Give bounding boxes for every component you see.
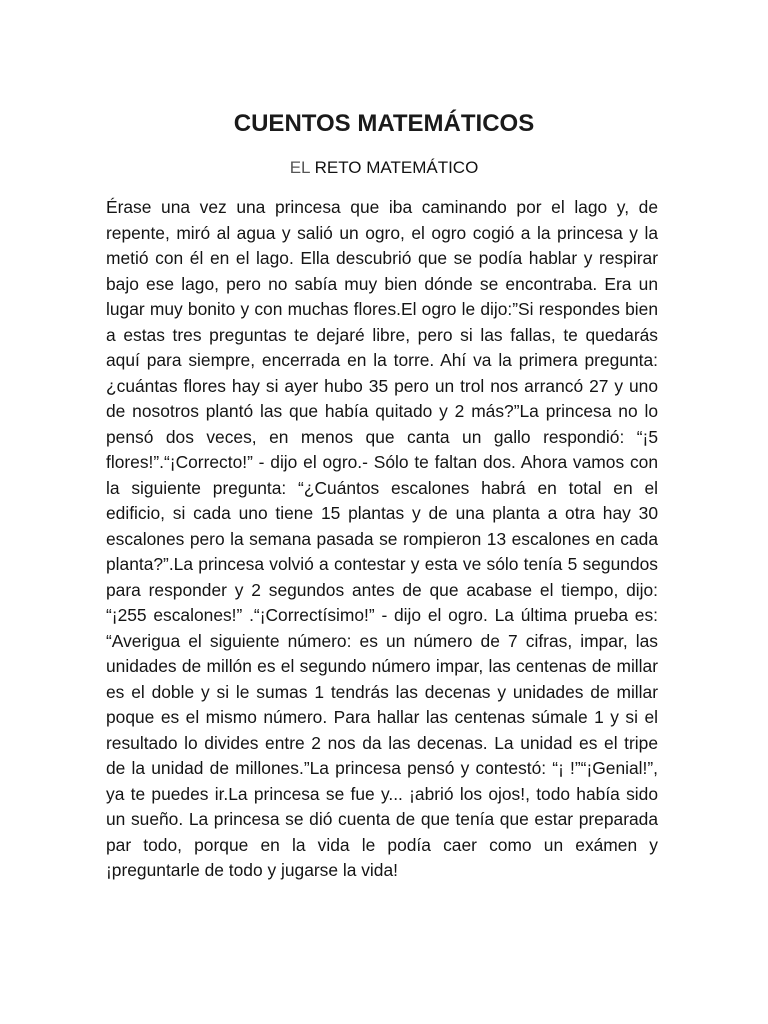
subtitle-prefix: EL xyxy=(289,158,310,177)
document-subtitle xyxy=(0,158,768,178)
document-title: CUENTOS MATEMÁTICOS xyxy=(233,110,535,137)
story-body: Érase una vez una princesa que iba caminando por el lago y, de repente, miró al agua y salió un ogro, el ogro cogió a la princesa y la metió con él en el lago. Ella descubrió que se podía hablar y respirar bajo ese lago, pero no sabía muy bien dónde se encontraba. Era un lugar muy bonito y con muchas flores.El ogro le dijo:”Si respondes bien a estas tres preguntas te dejaré libre, pero si las fallas, te quedarás aquí para siempre, encerrada en la torre. Ahí va la primera pregunta: ¿cuántas flores hay si ayer hubo 35 pero un trol nos arrancó 27 y uno de nosotros plantó las que había quitado y 2 más?”La princesa no lo pensó dos veces, en menos que canta un gallo respondió: “¡5 flores!”.“¡Correcto!” - dijo el ogro.- Sólo te faltan dos. Ahora vamos con la siguiente pregunta: “¿Cuántos escalones habrá en total en el edificio, si cada uno tiene 15 plantas y de una planta a otra hay 30 escalones pero la semana pasada se rompieron 13 escalones en cada planta?”.La princesa volvió a contestar y esta ve sólo tenía 5 segundos para responder y 2 segundos antes de que acabase el tiempo, dijo: “¡255 escalones!” .“¡Correctísimo!” - dijo el ogro. La última prueba es: “Averigua el siguiente número: es un número de 7 cifras, impar, las unidades de millón es el segundo número impar, las centenas de millar es el doble y si le sumas 1 tendrás las decenas y unidades de millar poque es el mismo número. Para hallar las centenas súmale 1 y si el resultado lo divides entre 2 nos da las decenas. La unidad es el tripe de la unidad de millones.”La princesa pensó y contestó: “¡ !”“¡Genial!”, ya te puedes ir.La princesa se fue y... ¡abrió los ojos!, todo había sido un sueño. La princesa se dió cuenta de que tenía que estar preparada par todo, porque en la vida le podía caer como un exámen y ¡preguntarle de todo y jugarse la vida! xyxy=(106,197,658,880)
subtitle-rest: RETO MATEMÁTICO xyxy=(314,158,479,177)
